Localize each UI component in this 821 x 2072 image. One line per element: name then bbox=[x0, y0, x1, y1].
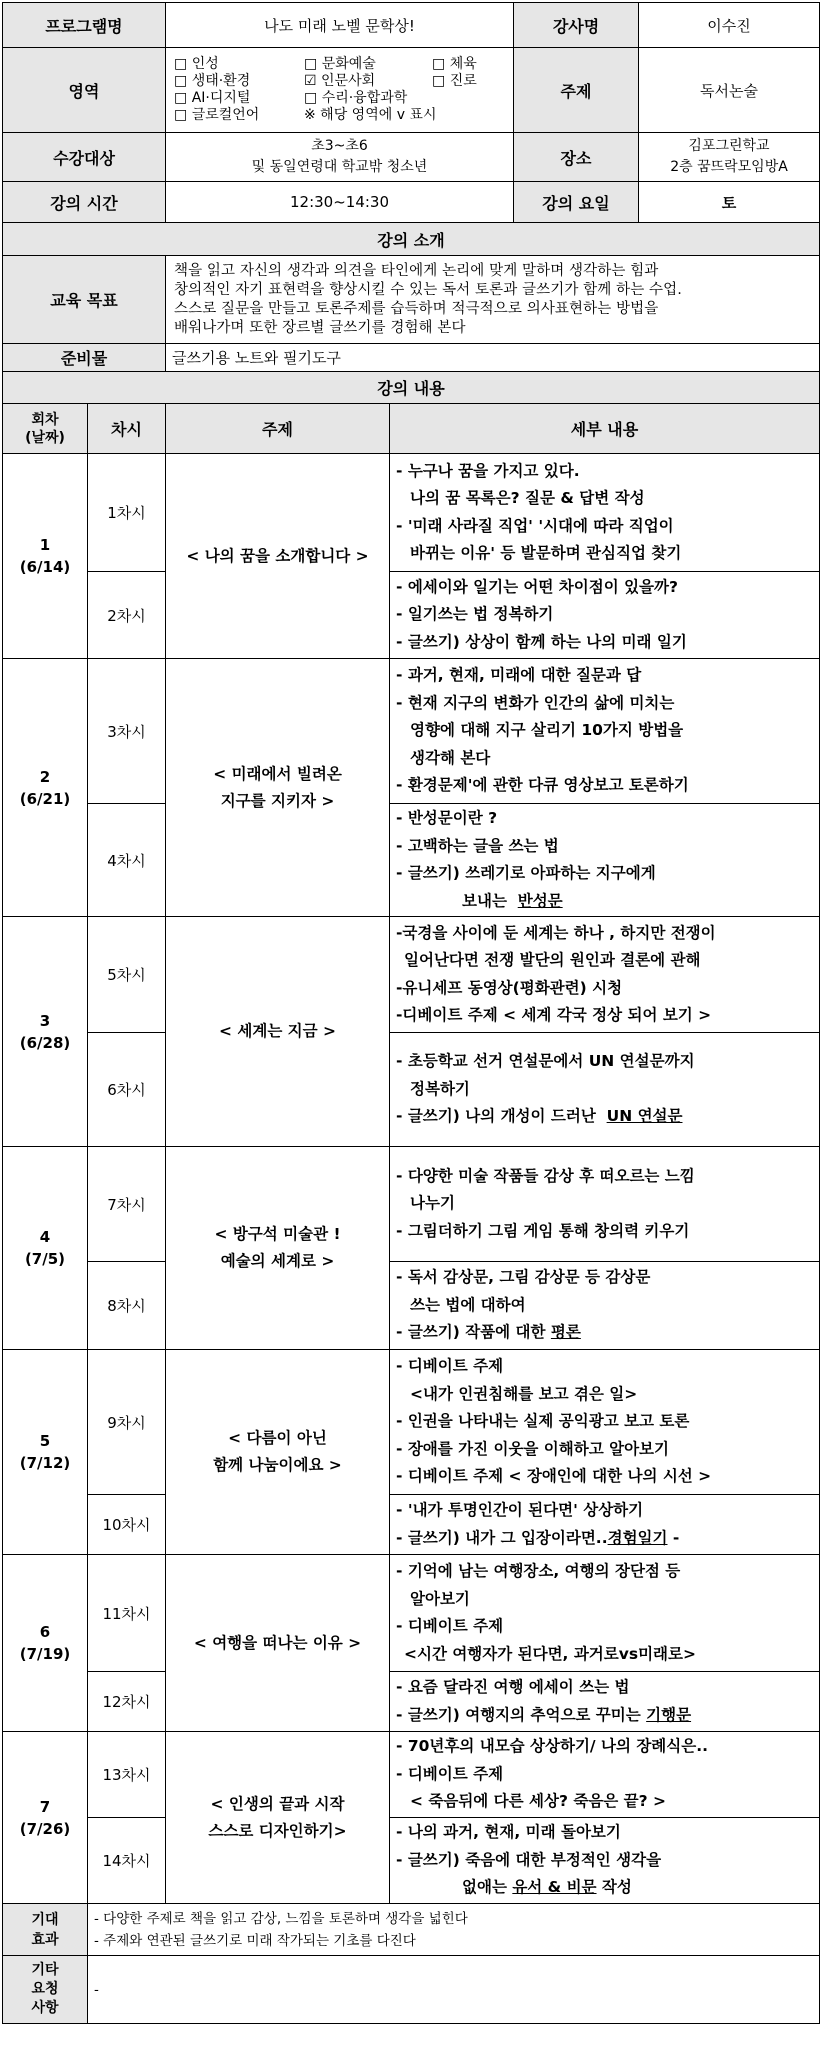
instructor-group bbox=[514, 3, 820, 48]
session-number: 6 (7/19) bbox=[3, 1555, 88, 1732]
objective-text: 책을 읽고 자신의 생각과 의견을 타인에게 논리에 맞게 말하며 생각하는 힘과 창의적인 자기 표현력을 향상시킬 수 있는 독서 토론과 글쓰기가 함께 하는 수업. 스스로 질문을 만들고 토론주제를 습득하며 적극적으로 의사표현하는 방법을 배워나가며 또한 장르별 글쓰기를 경험해 본다 bbox=[166, 256, 820, 344]
chasi-cell: 9차시 bbox=[88, 1350, 166, 1495]
session-detail: - '내가 투명인간이 된다면' 상상하기 - 글쓰기) 내가 그 입장이라면..경험일기 - bbox=[390, 1495, 820, 1555]
field-item[interactable]: □ 진로 bbox=[432, 73, 477, 89]
time-label: 강의 시간 bbox=[3, 182, 166, 223]
chasi-cell: 11차시 bbox=[88, 1555, 166, 1672]
session-number: 2 (6/21) bbox=[3, 659, 88, 917]
col-chasi-header: 차시 bbox=[88, 404, 166, 454]
effect-label: 기대 효과 bbox=[3, 1904, 88, 1956]
supplies-value: 글쓰기용 노트와 필기도구 bbox=[166, 344, 820, 372]
field-checklist bbox=[166, 48, 514, 133]
program-name-text: 나도 미래 노벨 문학상! bbox=[264, 16, 415, 35]
theme-value: 독서논술 bbox=[700, 81, 758, 100]
session-number: 4 (7/5) bbox=[3, 1147, 88, 1350]
place-label: 장소 bbox=[514, 133, 639, 181]
session-detail: - 기억에 남는 여행장소, 여행의 장단점 등 알아보기 - 디베이트 주제 <시간 여행자가 된다면, 과거로vs미래로> bbox=[390, 1555, 820, 1672]
col-topic-header: 주제 bbox=[166, 404, 390, 454]
chasi-cell: 10차시 bbox=[88, 1495, 166, 1555]
session-detail: - 디베이트 주제 <내가 인권침해를 보고 겪은 일> - 인권을 나타내는 실제 공익광고 보고 토론 - 장애를 가진 이웃을 이해하고 알아보기 - 디베이트 주제 < 장애인에 대한 나의 시선 > bbox=[390, 1350, 820, 1495]
instructor-label: 강사명 bbox=[514, 3, 639, 47]
target-label: 수강대상 bbox=[3, 133, 166, 182]
chasi-cell: 5차시 bbox=[88, 917, 166, 1033]
chasi-cell: 6차시 bbox=[88, 1033, 166, 1147]
session-detail: - 누구나 꿈을 가지고 있다. 나의 꿈 목록은? 질문 & 답변 작성 - '미래 사라질 직업' '시대에 따라 직업이 바뀌는 이유' 등 발문하며 관심직업 찾기 bbox=[390, 454, 820, 572]
session-topic: < 나의 꿈을 소개합니다 > bbox=[166, 454, 390, 659]
session-detail: -국경을 사이에 둔 세계는 하나 , 하지만 전쟁이 일어난다면 전쟁 발단의 원인과 결론에 관해 -유니세프 동영상(평화관련) 시청 -디베이트 주제 < 세계 각국 정상 되어 보기 > bbox=[390, 917, 820, 1033]
instructor-value: 이수진 bbox=[707, 16, 751, 35]
session-topic: < 미래에서 빌려온 지구를 지키자 > bbox=[166, 659, 390, 917]
field-item[interactable]: □ 글로컬언어 bbox=[174, 107, 260, 123]
theme-label: 주제 bbox=[514, 48, 639, 132]
field-label: 영역 bbox=[3, 48, 166, 133]
supplies-label: 준비물 bbox=[3, 344, 166, 372]
day-group bbox=[514, 182, 820, 223]
session-detail: - 독서 감상문, 그림 감상문 등 감상문 쓰는 법에 대하여 - 글쓰기) 작품에 대한 평론 bbox=[390, 1262, 820, 1350]
session-number: 1 (6/14) bbox=[3, 454, 88, 659]
session-number: 3 (6/28) bbox=[3, 917, 88, 1147]
field-item[interactable]: □ AI·디지털 bbox=[174, 90, 251, 106]
program-name-label: 프로그램명 bbox=[3, 3, 166, 48]
program-name-value bbox=[166, 3, 514, 48]
place-group bbox=[514, 133, 820, 182]
session-detail: - 과거, 현재, 미래에 대한 질문과 답 - 현재 지구의 변화가 인간의 삶에 미치는 영향에 대해 지구 살리기 10가지 방법을 생각해 본다 - 환경문제'에 관한 다큐 영상보고 토론하기 bbox=[390, 659, 820, 804]
field-item-checked[interactable]: ☑ 인문사회 bbox=[304, 73, 376, 89]
chasi-cell: 7차시 bbox=[88, 1147, 166, 1262]
session-topic: < 방구석 미술관 ! 예술의 세계로 > bbox=[166, 1147, 390, 1350]
session-number: 5 (7/12) bbox=[3, 1350, 88, 1555]
chasi-cell: 1차시 bbox=[88, 454, 166, 572]
field-item[interactable]: □ 체육 bbox=[432, 56, 477, 72]
session-topic: < 여행을 떠나는 이유 > bbox=[166, 1555, 390, 1732]
effect-text: - 다양한 주제로 책을 읽고 감상, 느낌을 토론하며 생각을 넓힌다 - 주제와 연관된 글쓰기로 미래 작가되는 기초를 다진다 bbox=[88, 1904, 820, 1956]
time-value: 12:30~14:30 bbox=[166, 182, 514, 223]
session-detail: - 나의 과거, 현재, 미래 돌아보기 - 글쓰기) 죽음에 대한 부정적인 생각을 없애는 유서 & 비문 작성 bbox=[390, 1818, 820, 1904]
field-item[interactable]: □ 문화예술 bbox=[304, 56, 376, 72]
session-detail: - 다양한 미술 작품들 감상 후 떠오르는 느낌 나누기 - 그림더하기 그림 게임 통해 창의력 키우기 bbox=[390, 1147, 820, 1262]
intro-title: 강의 소개 bbox=[3, 223, 820, 256]
session-topic: < 세계는 지금 > bbox=[166, 917, 390, 1147]
session-detail: - 70년후의 내모습 상상하기/ 나의 장례식은.. - 디베이트 주제 < 죽음뒤에 다른 세상? 죽음은 끝? > bbox=[390, 1732, 820, 1818]
session-topic: < 다름이 아닌 함께 나눔이에요 > bbox=[166, 1350, 390, 1555]
session-detail: - 반성문이란 ? - 고백하는 글을 쓰는 법 - 글쓰기) 쓰레기로 아파하는 지구에게 보내는 반성문 bbox=[390, 804, 820, 917]
chasi-cell: 4차시 bbox=[88, 804, 166, 917]
program-plan-table bbox=[2, 2, 820, 2024]
day-value: 토 bbox=[721, 193, 737, 212]
session-topic: < 인생의 끝과 시작 스스로 디자인하기> bbox=[166, 1732, 390, 1904]
session-detail: - 요즘 달라진 여행 에세이 쓰는 법 - 글쓰기) 여행지의 추억으로 꾸미는 기행문 bbox=[390, 1672, 820, 1732]
content-title: 강의 내용 bbox=[3, 372, 820, 404]
col-session-header: 회차 (날짜) bbox=[3, 404, 88, 454]
session-detail: - 에세이와 일기는 어떤 차이점이 있을까? - 일기쓰는 법 정복하기 - 글쓰기) 상상이 함께 하는 나의 미래 일기 bbox=[390, 572, 820, 659]
theme-group bbox=[514, 48, 820, 133]
field-note: ※ 해당 영역에 v 표시 bbox=[304, 107, 437, 123]
objective-label: 교육 목표 bbox=[3, 256, 166, 344]
other-requests-label: 기타 요청 사항 bbox=[3, 1956, 88, 2024]
session-number: 7 (7/26) bbox=[3, 1732, 88, 1904]
chasi-cell: 3차시 bbox=[88, 659, 166, 804]
target-value: 초3~초6 및 동일연령대 학교밖 청소년 bbox=[166, 133, 514, 182]
chasi-cell: 13차시 bbox=[88, 1732, 166, 1818]
day-label: 강의 요일 bbox=[514, 182, 639, 222]
field-item[interactable]: □ 수리·융합과학 bbox=[304, 90, 408, 106]
chasi-cell: 8차시 bbox=[88, 1262, 166, 1350]
chasi-cell: 14차시 bbox=[88, 1818, 166, 1904]
other-requests-value: - bbox=[88, 1956, 820, 2024]
chasi-cell: 12차시 bbox=[88, 1672, 166, 1732]
col-detail-header: 세부 내용 bbox=[390, 404, 820, 454]
field-item[interactable]: □ 인성 bbox=[174, 56, 219, 72]
session-detail: - 초등학교 선거 연설문에서 UN 연설문까지 정복하기 - 글쓰기) 나의 개성이 드러난 UN 연설문 bbox=[390, 1033, 820, 1147]
field-item[interactable]: □ 생태·환경 bbox=[174, 73, 251, 89]
place-value: 김포그린학교 2층 꿈뜨락모임방A bbox=[670, 138, 788, 175]
chasi-cell: 2차시 bbox=[88, 572, 166, 659]
